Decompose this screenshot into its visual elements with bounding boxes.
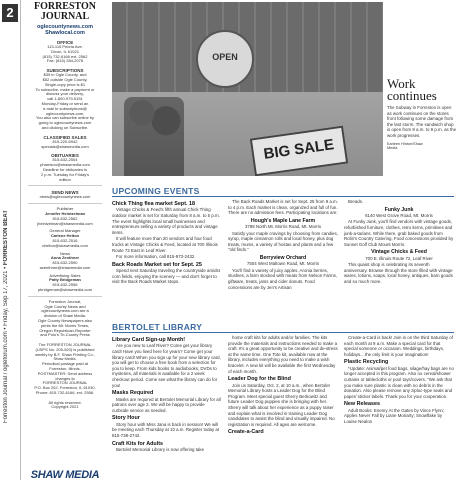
sidebar-divider [28, 203, 102, 204]
gm-line: chelton@shawmedia.com [42, 242, 88, 248]
news-contact-line: azenthner@shawmedia.com [39, 264, 91, 270]
office-line: (815) 732-6166 ext. 2562 [42, 53, 88, 59]
legal-line: Oregon Republican-Reporter [39, 327, 91, 333]
venue-address: 7504 West Maltown Road, Mt. Morris [246, 261, 320, 267]
folio-date: Friday, Sep 17, 2021 [3, 270, 9, 326]
photo-caption [387, 78, 457, 151]
article-headline: Library Card Sign-up Month! [112, 337, 186, 343]
caption-credit [387, 142, 457, 151]
venue-name: Hough's Maple Lane Farm [250, 217, 316, 224]
publisher-line: 815-632-2562 [52, 215, 78, 221]
classified-line: 815-220-6942 [52, 138, 78, 144]
news-contact-name: Anna Zenthner [50, 255, 80, 261]
venue-name: Funky Junk [384, 206, 414, 213]
upcoming-col-2 [228, 199, 338, 291]
advertising-line: pbridgeman@shawmedia.com [37, 287, 93, 293]
legal-line: and Polo's Tri-County Press [40, 332, 90, 338]
article-paragraph: *Update: Animal/pet food bags, silage/hay bags are no longer accepted in this program. Also no cereal/shower curtains or tablecloths or pool toys/covers. "We ask that you make sure plastic is clean with no debris in the donation. Also please remove any ziploc-type seals and paper/ sticker labels. Thank you for your cooperation. [344, 365, 454, 399]
caption-credit-line-1: Earleen Hinton/Shaw [387, 141, 423, 146]
venue-name: Vintage Chicks & Feed [371, 249, 427, 256]
legal-line: (USPS No. 205-520) is published [35, 346, 95, 352]
article-headline: Story Hour [112, 415, 140, 422]
article-paragraph: Breads. [348, 199, 364, 204]
send-news-heading: SEND NEWS [51, 190, 79, 196]
sale-sign: BIG SALE [250, 126, 348, 176]
article-paragraph: home craft kits for adults and/or families. The kits provide the materials and instructions needed to make a craft. It's a great opportunity to be creative and de-stress at the same time. One Tote kit, available now at the library, includes everything you need to make a wish bracelet. A new kit will be available the first Wednesday of each month. [228, 335, 338, 374]
office-line: 113-115 Peoria Ave. [47, 44, 83, 49]
article-paragraph: Masks are required at Bertolet Memorial Library for all patrons over age 2. We will be happy to provide curbside service as needed. [112, 396, 221, 413]
publisher-line: jheintzelman@shawmedia.com [37, 220, 93, 226]
legal-line: prints the Mt. Morris Times, [40, 322, 90, 328]
legal-line: Forreston, Illinois. [49, 366, 81, 372]
obituaries-line: 2 p.m. Tuesday for Friday's [40, 171, 90, 177]
article-headline: Leader Dog for the Blind [228, 376, 291, 383]
library-col-1 [112, 335, 222, 454]
legal-line: All rights reserved. [48, 399, 82, 405]
subscriptions-line: going to oglecountynews.com [38, 120, 92, 126]
office-line: Fax: (815) 284-2078 [46, 58, 84, 64]
subscriptions-line: Single-copy price is $1 [44, 81, 86, 87]
subscriptions-line: You also can subscribe online by [35, 115, 95, 121]
bertolet-library-heading: BERTOLET LIBRARY [112, 322, 454, 333]
send-news-line: news@oglecountynews.com [39, 194, 91, 200]
article-headline: Back Roads Market set for Sept. 25 [112, 261, 202, 268]
article-headline: Masks Required [112, 390, 154, 397]
news-contact-heading: News [59, 250, 70, 256]
sidebar-divider [28, 185, 102, 186]
venue-address: 700 E. Illinois Route 72, Leaf River [365, 255, 433, 261]
legal-line: POSTMASTER: Send address [37, 370, 93, 376]
website-links [22, 24, 108, 36]
subscriptions-line: oglecountynews.com. [45, 110, 85, 116]
article-paragraph: Join us Saturday, Oct. 2, at 10 a.m., when Bertolet Memorial Library hosts a Leader Dog for the Blind Program. Meet special guest Sherry Berkowitz and future Leader Dog puppies she is bringing with her. Sherry will talk about her experience as a puppy raiser and explain what is involved in training Leader Dog candidates to assist the blind and visually impaired. No registration is required. All ages are welcome. [228, 382, 335, 427]
venue-name: Berryview Orchard [259, 254, 307, 261]
gm-line: 815-632-2516 [52, 237, 78, 243]
caption-title [387, 78, 457, 102]
office-heading: OFFICE [56, 40, 74, 45]
legal-line: Copyright 2021 [51, 404, 79, 410]
caption-title-line-1: Work [387, 76, 416, 91]
library-col-3 [344, 335, 454, 454]
sidebar-divider [28, 296, 102, 297]
publisher-heading: Publisher [56, 206, 74, 212]
vertical-folio: Forreston Journal / ogleforum.com • Friday, Sep 17, 2021 • FORRESTON BEAT [3, 210, 9, 423]
article-paragraph: At Funky Junk, you'll find vendors with vintage goods, refurbished furniture, clothes, retro items, primitives and junk-a-tarians. While there, grab baked goods from Rolin's Country Catering. Food concessions provided by Sunset Golf Club Mount Morris. [344, 219, 454, 247]
article-paragraph: For more information, call 815-973-2432. [116, 254, 196, 260]
subscriptions-line: call 1-800-979-5151 [47, 96, 83, 102]
masthead-line-1: FORRESTON [33, 1, 97, 12]
article-headline: New Releases [344, 401, 380, 408]
article-paragraph: Adult Books: Enemy At the Gates by Vince Flynn; Apples Never Fall by Liane Moriarty; Snowflake by Louise Nealon [344, 407, 445, 424]
upcoming-events-body [112, 199, 454, 291]
article-paragraph: Bertolet Memorial Library is now offering take [116, 446, 205, 452]
legal-line: changes to [55, 375, 75, 381]
website-link-2[interactable]: Shawlocal.com [45, 30, 85, 36]
caption-title-line-2: continues [387, 88, 437, 103]
classified-heading: CLASSIFIED SALES [43, 134, 87, 140]
obituaries-line: Deadline for obituaries is [42, 166, 88, 172]
upcoming-col-3 [344, 199, 454, 291]
venue-address: 3788 North Mt. Morris Road, Mt. Morris [244, 223, 322, 229]
article-headline: Craft Kits for Adults [112, 440, 164, 447]
article-paragraph: It will feature more than 20 vendors and four food trucks at Vintage Chicks & Feed, located at 700 Illinois Route 72 East in Leaf River. [112, 236, 218, 253]
legal-line: Forreston Journal, [48, 298, 82, 304]
legal-line: oglecountynews.com are a [41, 308, 89, 314]
gm-name: Carlene Helton [50, 233, 80, 239]
obituaries-line: edition [59, 176, 71, 182]
folio-beat: FORRESTON BEAT [3, 210, 9, 266]
website-link-1[interactable]: oglecountynews.com [37, 24, 93, 30]
advertising-line: 815-632-2556 [52, 282, 78, 288]
legal-line: P.O. Box 202, Forreston, IL 61030. [34, 385, 96, 391]
masthead-title [22, 2, 108, 22]
legal-line: weekly by B.F. Shaw Printing Co., [35, 351, 95, 357]
subscriptions-line: To subscribe, make a payment or [35, 86, 95, 92]
venue-address: 6140 West Grove Road, Mt. Morris [365, 212, 433, 218]
legal-line: FORRESTON JOURNAL [42, 380, 88, 386]
subscriptions-line: $39 in Ogle County, and [43, 72, 87, 78]
subscriptions-heading: SUBSCRIPTIONS [46, 68, 84, 74]
legal-line: division of Shaw Media. [43, 313, 87, 319]
caption-credit-line-2: Media [387, 146, 398, 151]
obituaries-heading: OBITUARIES [51, 153, 79, 159]
legal-line: Phone: 815-732-6166, ext. 2556. [35, 390, 95, 396]
advertising-name: Patty Bridgeman [49, 277, 81, 283]
article-paragraph: You'll find a variety of juicy apples, Aronia berries, slushies, a farm stocked with meats from Nelson Farms, giftware, treats, jams and cider donuts. Food concessions are by Jen's Artisan [228, 267, 338, 290]
article-paragraph: The Back Roads Market is set for Sept. 25 from 9 a.m. to 4 p.m. Each market is clean, organized and full of fun. There are no admission fees. Participating locations are: [228, 199, 338, 216]
news-contact-line: 815-632-2590 [52, 260, 78, 266]
legal-line: Ogle County Newspapers also [37, 318, 93, 324]
article-paragraph: This quaint shop is celebrating its seventh anniversary. Browse through the store filled with vintage wares, lotions, soaps, local honey, antiques, barn goods and so much more. [344, 262, 453, 284]
subscriptions-line: discuss your delivery, [46, 91, 84, 97]
publisher-name: Jennifer Heintzelman [44, 210, 86, 216]
legal-line: The FORRESTON JOURNAL [38, 342, 92, 348]
folio-publication: Forreston Journal / ogleforum.com [3, 331, 9, 423]
advertising-heading: Advertising Sales [49, 272, 81, 278]
obituaries-line: pharrison@shawmedia.com [40, 162, 90, 168]
article-headline: Create-a-Card [228, 429, 264, 436]
gm-heading: General Manager [49, 228, 81, 234]
subscriptions-line: and clicking on Subscribe. [41, 124, 89, 130]
subscriptions-line: e-mail to subscriptions@ [43, 105, 87, 111]
storefront-photo [112, 2, 383, 176]
article-headline: Chick Thing flea market Sept. 18 [112, 201, 195, 207]
people-silhouette [124, 97, 184, 176]
caption-body: The Subway in Forreston is open as work continues on the stores front following some damage from the last storm. The sandwich shop is open from 9 a.m. to 9 p.m. as the work progresses. [387, 105, 457, 138]
open-sign: OPEN [196, 30, 254, 88]
article-paragraph: Are you new to Leaf River? Come get your library card! Have you lived here for years? Come get your library card! When you sign up for your new library card, you will get to choose a free book from a selection for you to keep. From kids books to audiobooks, DVDs to mysteries, all materials is available for a 2 week checkout period. Come see what the library can do for you! [112, 343, 221, 388]
legal-line: Ogle County News and [44, 303, 86, 309]
article-headline: Plastic Recycling [344, 359, 389, 366]
classified-line: specials@shawmedia.com [41, 143, 89, 149]
legal-line: Shaw Media. [53, 356, 77, 362]
obituaries-line: 815-632-2504 [52, 157, 78, 163]
article-paragraph: Story hour with Miss Jana is back in session! We will be meeting each Thursday at 10 a.m. Register today at 815-738-2742. [112, 421, 220, 438]
article-paragraph: Vintage Chicks & Feed's fifth annual Chick Thing outdoor market is set for Saturday from 8 a.m. to 5 p.m. The event highlights local small businesses and entrepreneurs selling a variety of products and vintage items. [112, 207, 220, 235]
upcoming-events-heading: UPCOMING EVENTS [112, 186, 454, 197]
office-line: Dixon, IL 61021 [51, 48, 79, 54]
article-paragraph: Satisfy your maple cravings by choosing from candies, syrup, maple cinnamon rolls and local honey, plus dog treats, mums, a variety of hostas and plants and a few "old finds." [228, 230, 338, 253]
subscriptions-line: Monday-Friday or send an [41, 100, 89, 106]
page-number: 2 [2, 4, 18, 22]
shaw-media-logo: SHAW MEDIA [30, 469, 100, 481]
article-paragraph: Create-a-Card is back! Join in on the third Saturday of each month at 9 a.m. Make a special card for that special someone or occasion. Weddings, birthdays, holidays... the only limit is your imagination! [344, 335, 453, 357]
subscriptions-line: $52 outside Ogle County. [42, 76, 88, 82]
library-col-2 [228, 335, 338, 454]
legal-line: Periodical postage paid at [41, 361, 89, 367]
article-paragraph: Spend next Saturday traveling the countryside amidst corn fields, enjoying the scenery — and don't forget to visit the Back Roads Market stops. [112, 268, 220, 285]
masthead-line-2: JOURNAL [40, 11, 90, 22]
page-edge-strip [0, 0, 21, 480]
masthead-sidebar [22, 1, 108, 481]
upcoming-col-1 [112, 199, 222, 291]
bertolet-library-body [112, 335, 454, 454]
